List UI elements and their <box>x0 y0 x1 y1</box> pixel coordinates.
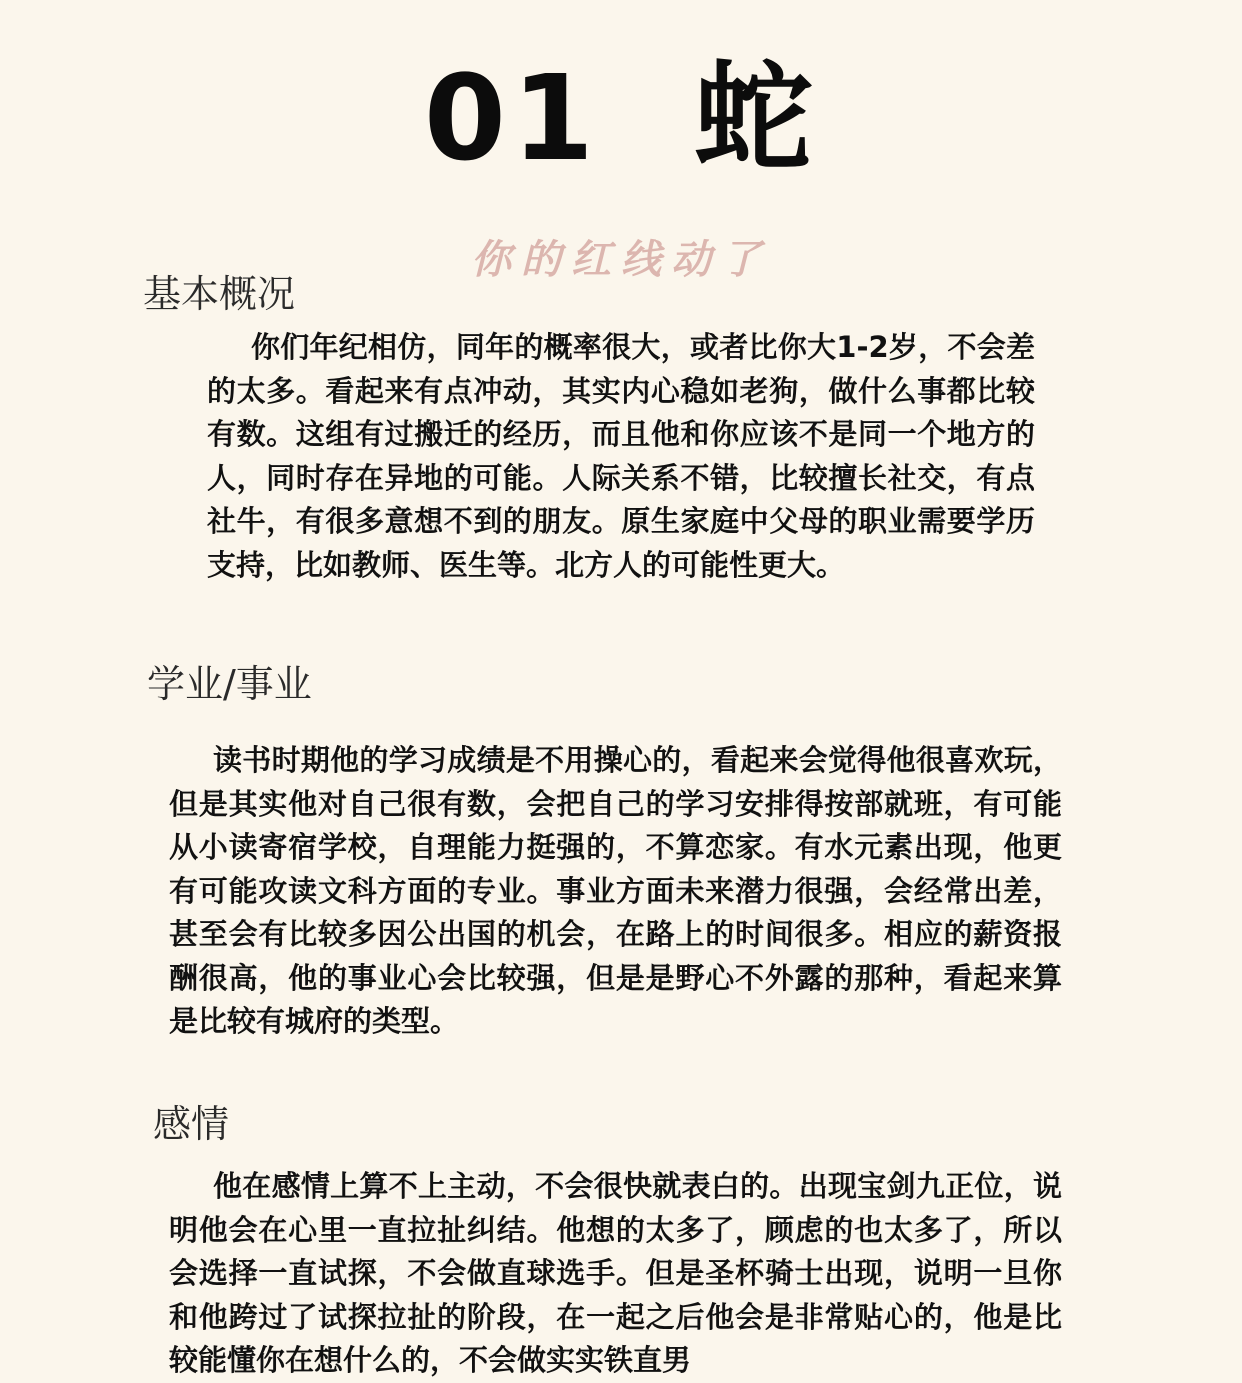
page-title: 01 蛇 <box>423 49 819 187</box>
section-heading-career: 学业/事业 <box>147 662 312 706</box>
watermark-text: 你的红线动了 <box>471 236 771 283</box>
section-body-career: 读书时期他的学习成绩是不用操心的，看起来会觉得他很喜欢玩，但是其实他对自己很有数，会把自己的学习安排得按部就班，有可能从小读寄宿学校，自理能力挺强的，不算恋家。有水元素出现，他更有可能攻读文科方面的专业。事业方面未来潜力很强，会经常出差，甚至会有比较多因公出国的机会，在路上的时间很多。相应的薪资报酬很高，他的事业心会比较强，但是是野心不外露的那种，看起来算是比较有城府的类型。 <box>169 743 1062 1038</box>
section-heading-love: 感情 <box>153 1102 230 1146</box>
section-heading-basic: 基本概况 <box>143 272 296 316</box>
section-body-love: 他在感情上算不上主动，不会很快就表白的。出现宝剑九正位，说明他会在心里一直拉扯纠结。他想的太多了，顾虑的也太多了，所以会选择一直试探，不会做直球选手。但是圣杯骑士出现，说明一旦你和他跨过了试探拉扯的阶段，在一起之后他会是非常贴心的，他是比较能懂你在想什么的，不会做实实铁直男 <box>169 1169 1062 1377</box>
section-body-basic: 你们年纪相仿，同年的概率很大，或者比你大1-2岁，不会差的太多。看起来有点冲动，其实内心稳如老狗，做什么事都比较有数。这组有过搬迁的经历，而且他和你应该不是同一个地方的人，同时存在异地的可能。人际关系不错，比较擅长社交，有点社牛，有很多意想不到的朋友。原生家庭中父母的职业需要学历支持，比如教师、医生等。北方人的可能性更大。 <box>207 330 1035 582</box>
